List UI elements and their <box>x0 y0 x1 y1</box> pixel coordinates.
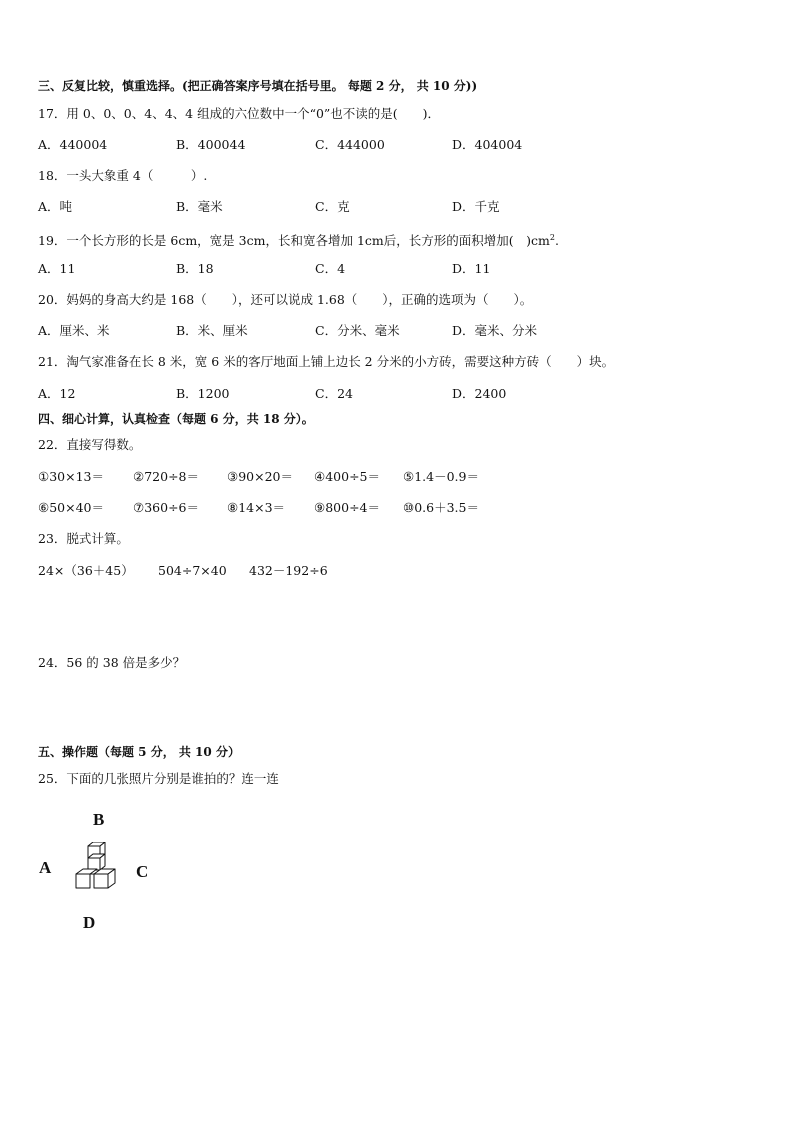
option-21-c: C．24 <box>315 386 353 401</box>
question-23: 23．脱式计算。 <box>38 531 129 546</box>
question-19-sup: 2 <box>549 233 555 242</box>
calc-num-7: ⑦ <box>133 500 145 515</box>
option-20-c: C．分米、毫米 <box>315 323 400 338</box>
question-17: 17．用 0、0、0、4、4、4 组成的六位数中一个“0”也不读的是( )． <box>38 106 441 121</box>
label-d: D <box>83 913 96 932</box>
calc-num-5: ⑤ <box>403 469 415 484</box>
calc-item-7 <box>133 500 199 516</box>
calc-expr-3: 90×20＝ <box>238 469 294 484</box>
option-17-b: B．400044 <box>176 137 246 152</box>
calc-expr-4: 400÷5＝ <box>325 469 381 484</box>
calc-expr-1: 30×13＝ <box>49 469 105 484</box>
section5-heading: 五、操作题（每题 5 分， 共 10 分） <box>38 745 240 759</box>
option-19-b: B．18 <box>176 261 214 276</box>
calc-expr-8: 14×3＝ <box>238 500 286 515</box>
calc-expr-9: 800÷4＝ <box>325 500 381 515</box>
calc-num-3: ③ <box>227 469 239 484</box>
option-20-d: D．毫米、分米 <box>452 323 538 338</box>
option-17-d: D．404004 <box>452 137 523 152</box>
option-19-d: D．11 <box>452 261 491 276</box>
option-20-b: B．米、厘米 <box>176 323 248 338</box>
option-18-a: A．吨 <box>38 199 73 214</box>
question-24: 24．56 的 38 倍是多少？ <box>38 655 186 670</box>
calc-item-4 <box>314 469 380 485</box>
question-18: 18．一头大象重 4（ ）. <box>38 168 208 183</box>
option-20-a: A．厘米、米 <box>38 323 110 338</box>
question-19-text: 19．一个长方形的长是 6cm，宽是 3cm，长和宽各增加 1cm后，长方形的面积增加( )cm <box>38 233 550 249</box>
option-17-c: C．444000 <box>315 137 385 152</box>
option-21-b: B．1200 <box>176 386 230 401</box>
question-20: 20．妈妈的身高大约是 168（ ），还可以说成 1.68（ ），正确的选项为（ ）。 <box>38 292 533 307</box>
calc-item-2 <box>133 469 199 485</box>
option-18-d: D．千克 <box>452 199 500 214</box>
calc-num-8: ⑧ <box>227 500 239 515</box>
calc-item-3 <box>227 469 293 485</box>
option-17-a: A．440004 <box>38 137 108 152</box>
calc-expr-2: 720÷8＝ <box>144 469 200 484</box>
section4-heading: 四、细心计算，认真检查（每题 6 分，共 18 分）。 <box>38 412 314 426</box>
calc-item-1 <box>38 469 104 485</box>
option-19-c: C．4 <box>315 261 346 276</box>
calc-num-6: ⑥ <box>38 500 50 515</box>
calc-expr-7: 360÷6＝ <box>144 500 200 515</box>
calc-num-2: ② <box>133 469 145 484</box>
label-c: C <box>136 862 149 881</box>
calc-num-1: ① <box>38 469 50 484</box>
expression-3: 432－192÷6 <box>249 563 328 578</box>
section3-heading: 三、反复比较，慎重选择。(把正确答案序号填在括号里。 每题 2 分， 共 10 分)) <box>38 79 478 93</box>
option-19-a: A．11 <box>38 261 76 276</box>
label-a: A <box>39 858 52 877</box>
question-25: 25．下面的几张照片分别是谁拍的？连一连 <box>38 771 279 786</box>
question-21: 21．淘气家准备在长 8 米，宽 6 米的客厅地面上铺上边长 2 分米的小方砖，需要这种方砖（ ）块。 <box>38 354 615 369</box>
option-21-a: A．12 <box>38 386 76 401</box>
calc-num-4: ④ <box>314 469 326 484</box>
question-19-tail: . <box>554 233 559 249</box>
calc-item-10 <box>403 500 479 516</box>
cube-stack-figure <box>70 842 122 898</box>
calc-expr-6: 50×40＝ <box>49 500 105 515</box>
calc-item-9 <box>314 500 380 516</box>
calc-expr-5: 1.4－0.9＝ <box>414 469 479 484</box>
calc-item-6 <box>38 500 104 516</box>
option-21-d: D．2400 <box>452 386 507 401</box>
calc-item-8 <box>227 500 285 516</box>
question-19 <box>38 230 559 249</box>
expression-2: 504÷7×40 <box>158 563 227 578</box>
question-22: 22．直接写得数。 <box>38 437 142 452</box>
calc-item-5 <box>403 469 479 485</box>
option-18-b: B．毫米 <box>176 199 223 214</box>
calc-expr-10: 0.6＋3.5＝ <box>414 500 479 515</box>
calc-num-10: ⑩ <box>403 500 415 515</box>
calc-num-9: ⑨ <box>314 500 326 515</box>
label-b: B <box>93 810 105 829</box>
option-18-c: C．克 <box>315 199 350 214</box>
expression-1: 24×（36＋45） <box>38 563 134 578</box>
